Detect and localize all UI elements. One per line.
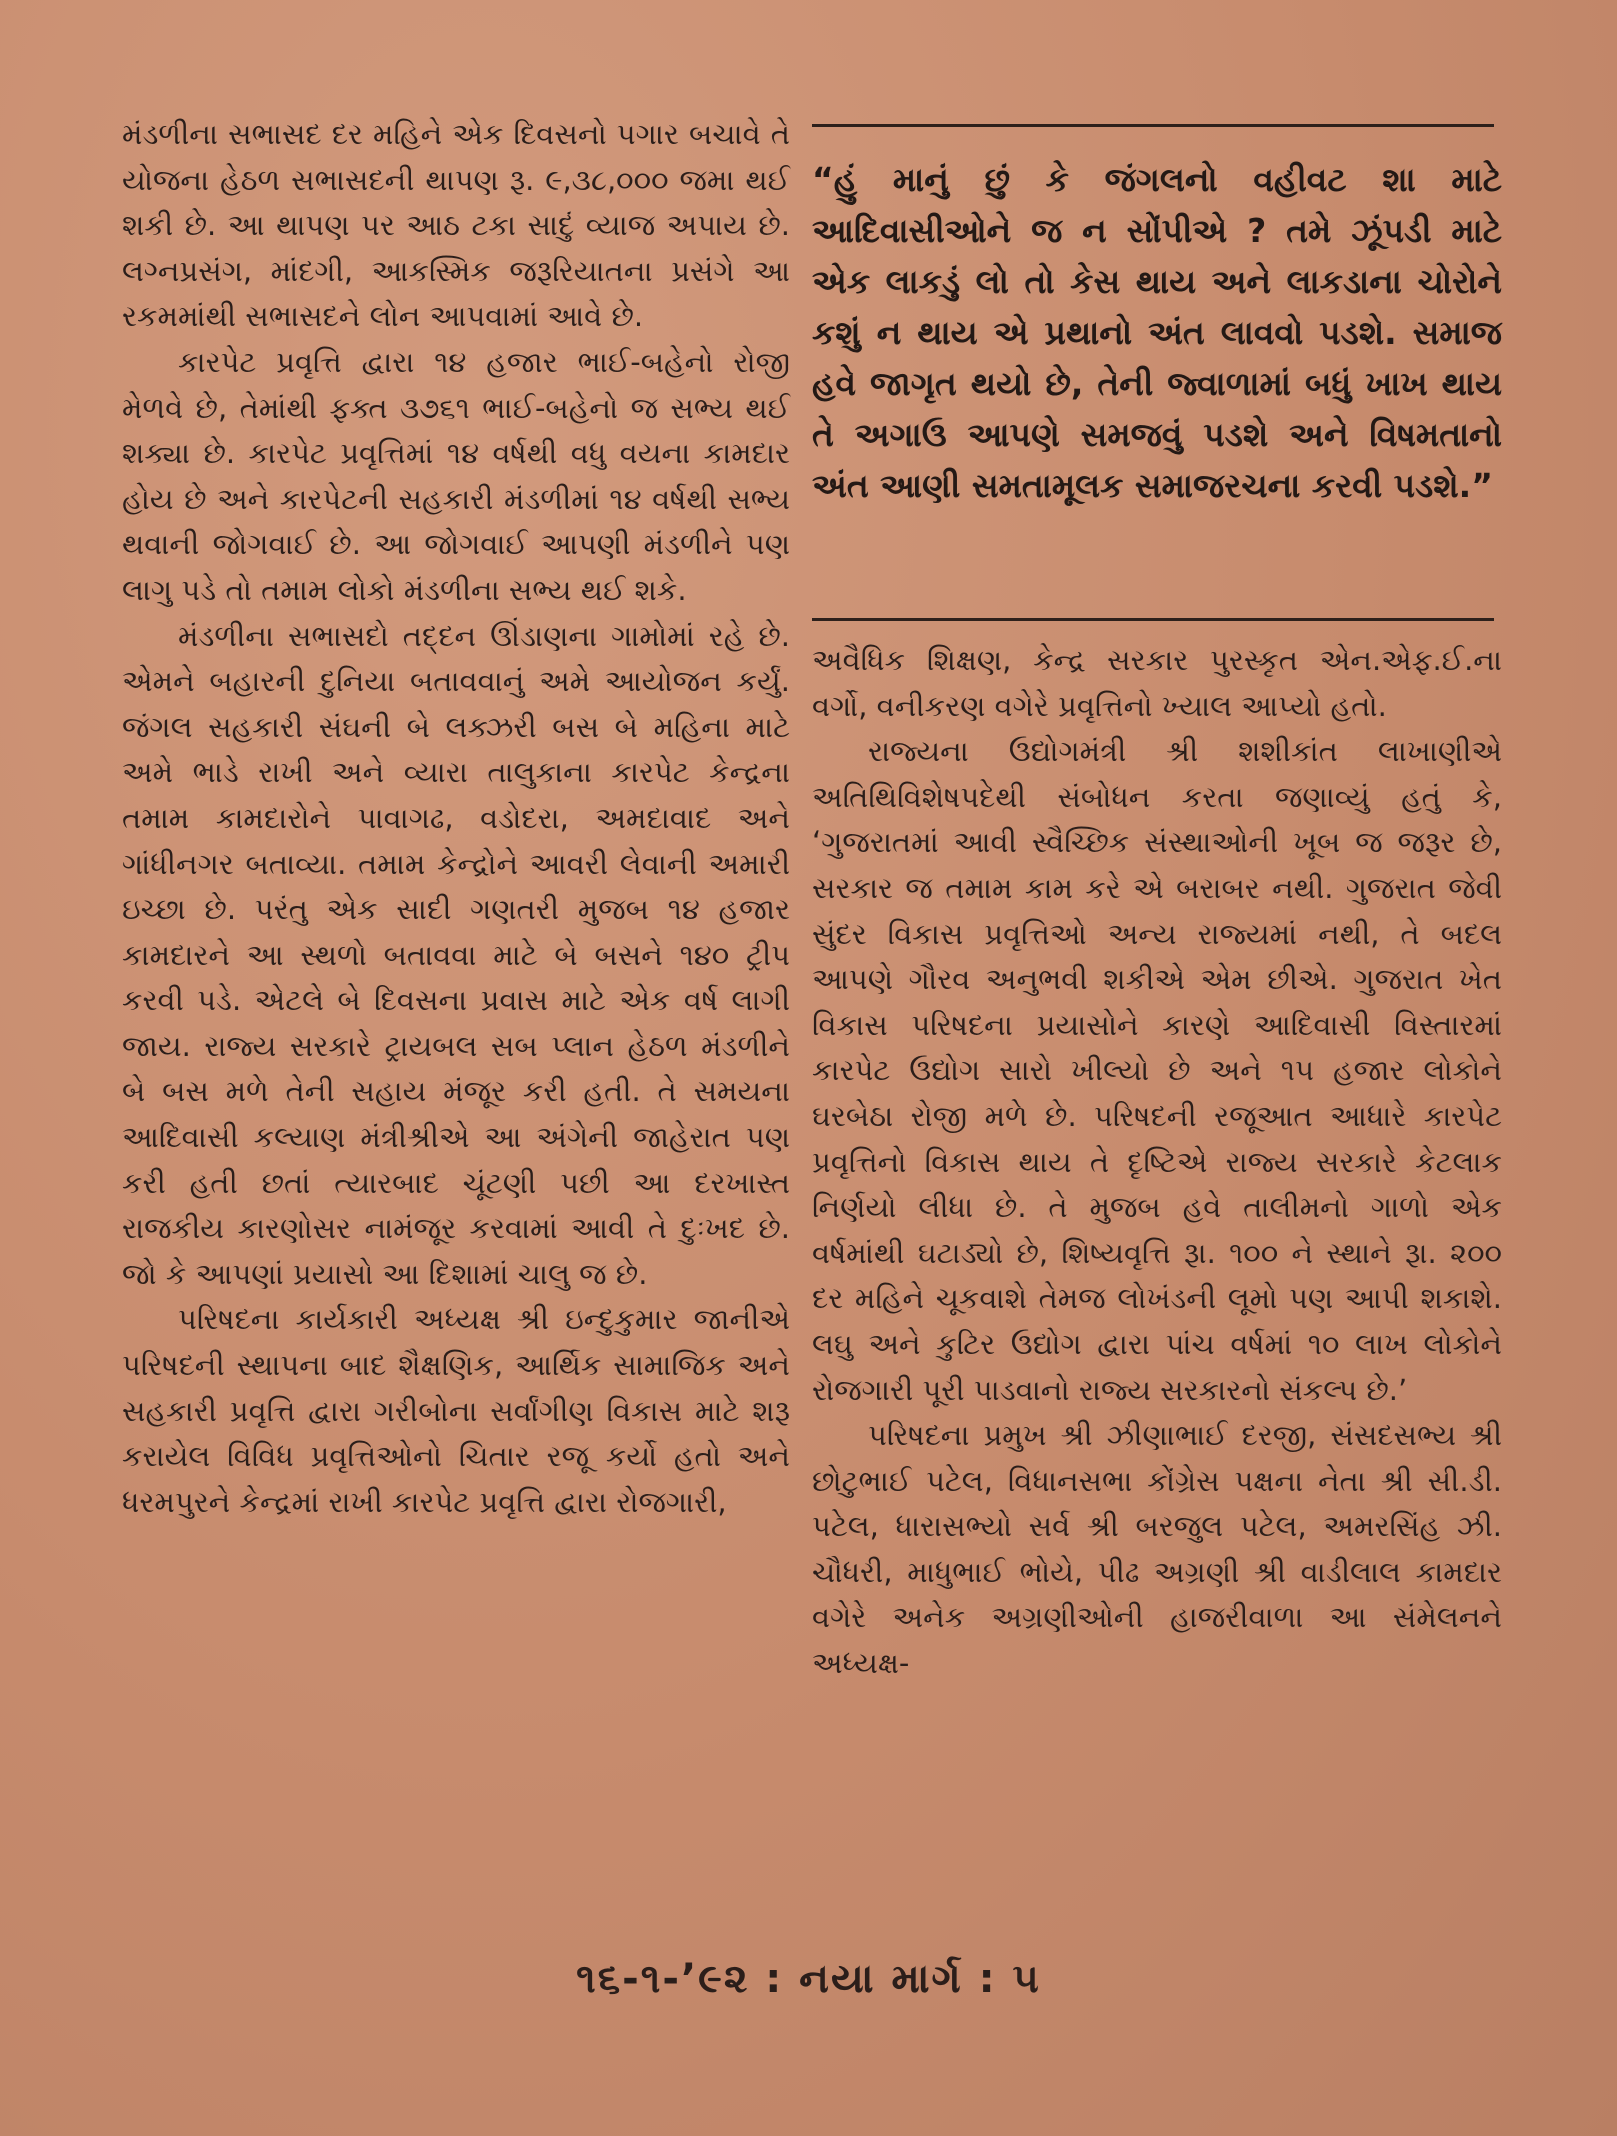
right-column (812, 638, 1502, 1687)
left-column (122, 112, 790, 1525)
left-paragraph-3: મંડળીના સભાસદો તદ્દન ઊંડાણના ગામોમાં રહે છે. એમને બહારની દુનિયા બતાવવાનું અમે આયોજન કર્યું. જંગલ સહકારી સંઘની બે લક્ઝરી બસ બે મહિના માટે અમે ભાડે રાખી અને વ્યારા તાલુકાના કારપેટ કેન્દ્રના તમામ કામદારોને પાવાગઢ, વડોદરા, અમદાવાદ અને ગાંધીનગર બતાવ્યા. તમામ કેન્દ્રોને આવરી લેવાની અમારી ઇચ્છા છે. પરંતુ એક સાદી ગણતરી મુજબ ૧૪ હજાર કામદારને આ સ્થળો બતાવવા માટે બે બસને ૧૪૦ ટ્રીપ કરવી પડે. એટલે બે દિવસના પ્રવાસ માટે એક વર્ષ લાગી જાય. રાજ્ય સરકારે ટ્રાયબલ સબ પ્લાન હેઠળ મંડળીને બે બસ મળે તેની સહાય મંજૂર કરી હતી. તે સમયના આદિવાસી કલ્યાણ મંત્રીશ્રીએ આ અંગેની જાહેરાત પણ કરી હતી છતાં ત્યારબાદ ચૂંટણી પછી આ દરખાસ્ત રાજકીય કારણોસર નામંજૂર કરવામાં આવી તે દુઃખદ છે. જો કે આપણાં પ્રયાસો આ દિશામાં ચાલુ જ છે. (122, 618, 790, 1291)
left-paragraph-2: કારપેટ પ્રવૃત્તિ દ્વારા ૧૪ હજાર ભાઈ-બહેનો રોજી મેળવે છે, તેમાંથી ફક્ત ૩૭૬૧ ભાઈ-બહેનો જ સભ્ય થઈ શક્યા છે. કારપેટ પ્રવૃત્તિમાં ૧૪ વર્ષથી વધુ વયના કામદાર હોય છે અને કારપેટની સહકારી મંડળીમાં ૧૪ વર્ષથી સભ્ય થવાની જોગવાઈ છે. આ જોગવાઈ આપણી મંડળીને પણ લાગુ પડે તો તમામ લોકો મંડળીના સભ્ય થઈ શકે. (122, 344, 790, 607)
pull-quote: “હું માનું છું કે જંગલનો વહીવટ શા માટે આદિવાસીઓને જ ન સોંપીએ ? તમે ઝૂંપડી માટે એક લાકડું લો તો કેસ થાય અને લાકડાના ચોરોને કશું ન થાય એ પ્રથાનો અંત લાવવો પડશે. સમાજ હવે જાગૃત થયો છે, તેની જ્વાળામાં બધું ખાખ થાય તે અગાઉ આપણે સમજવું પડશે અને વિષમતાનો અંત આણી સમતામૂલક સમાજરચના કરવી પડશે.” (812, 160, 1502, 505)
right-paragraph-1: અવૈધિક શિક્ષણ, કેન્દ્ર સરકાર પુરસ્કૃત એન.એફ.ઈ.ના વર્ગો, વનીકરણ વગેરે પ્રવૃત્તિનો ખ્યાલ આપ્યો હતો. (812, 643, 1502, 723)
right-paragraph-2: રાજ્યના ઉદ્યોગમંત્રી શ્રી શશીકાંત લાખાણીએ અતિથિવિશેષપદેથી સંબોધન કરતા જણાવ્યું હતું કે, ‘ગુજરાતમાં આવી સ્વૈચ્છિક સંસ્થાઓની ખૂબ જ જરૂર છે, સરકાર જ તમામ કામ કરે એ બરાબર નથી. ગુજરાત જેવી સુંદર વિકાસ પ્રવૃત્તિઓ અન્ય રાજ્યમાં નથી, તે બદલ આપણે ગૌરવ અનુભવી શકીએ એમ છીએ. ગુજરાત ખેત વિકાસ પરિષદના પ્રયાસોને કારણે આદિવાસી વિસ્તારમાં કારપેટ ઉદ્યોગ સારો ખીલ્યો છે અને ૧૫ હજાર લોકોને ઘરબેઠા રોજી મળે છે. પરિષદની રજૂઆત આધારે કારપેટ પ્રવૃત્તિનો વિકાસ થાય તે દૃષ્ટિએ રાજ્ય સરકારે કેટલાક નિર્ણયો લીધા છે. તે મુજબ હવે તાલીમનો ગાળો એક વર્ષમાંથી ઘટાડ્યો છે, શિષ્યવૃત્તિ રૂા. ૧૦૦ ને સ્થાને રૂા. ૨૦૦ દર મહિને ચૂકવાશે તેમજ લોખંડની લૂમો પણ આપી શકાશે. લઘુ અને કુટિર ઉદ્યોગ દ્વારા પાંચ વર્ષમાં ૧૦ લાખ લોકોને રોજગારી પૂરી પાડવાનો રાજ્ય સરકારનો સંકલ્પ છે.’ (812, 734, 1502, 1407)
left-paragraph-4: પરિષદના કાર્યકારી અધ્યક્ષ શ્રી ઇન્દુકુમાર જાનીએ પરિષદની સ્થાપના બાદ શૈક્ષણિક, આર્થિક સામાજિક અને સહકારી પ્રવૃત્તિ દ્વારા ગરીબોના સર્વાંગીણ વિકાસ માટે શરૂ કરાયેલ વિવિધ પ્રવૃત્તિઓનો ચિતાર રજૂ કર્યો હતો અને ધરમપુરને કેન્દ્રમાં રાખી કારપેટ પ્રવૃત્તિ દ્વારા રોજગારી, (122, 1302, 790, 1519)
left-paragraph-1: મંડળીના સભાસદ દર મહિને એક દિવસનો પગાર બચાવે તે યોજના હેઠળ સભાસદની થાપણ રૂ. ૯,૩૮,૦૦૦ જમા થઈ શકી છે. આ થાપણ પર આઠ ટકા સાદું વ્યાજ અપાય છે. લગ્નપ્રસંગ, માંદગી, આકસ્મિક જરૂરિયાતના પ્રસંગે આ રકમમાંથી સભાસદને લોન આપવામાં આવે છે. (122, 117, 790, 334)
quote-top-rule (812, 124, 1494, 127)
quote-bottom-rule (812, 618, 1494, 621)
right-paragraph-3: પરિષદના પ્રમુખ શ્રી ઝીણાભાઈ દરજી, સંસદસભ્ય શ્રી છોટુભાઈ પટેલ, વિધાનસભા કોંગ્રેસ પક્ષના નેતા શ્રી સી.ડી. પટેલ, ધારાસભ્યો સર્વ શ્રી બરજુલ પટેલ, અમરસિંહ ઝી. ચૌધરી, માધુભાઈ ભોયે, પીઢ અગ્રણી શ્રી વાડીલાલ કામદાર વગેરે અનેક અગ્રણીઓની હાજરીવાળા આ સંમેલનને અધ્યક્ષ- (812, 1418, 1502, 1681)
page-footer: ૧૬-૧-’૯૨ : નયા માર્ગ : ૫ (576, 1956, 1041, 2002)
